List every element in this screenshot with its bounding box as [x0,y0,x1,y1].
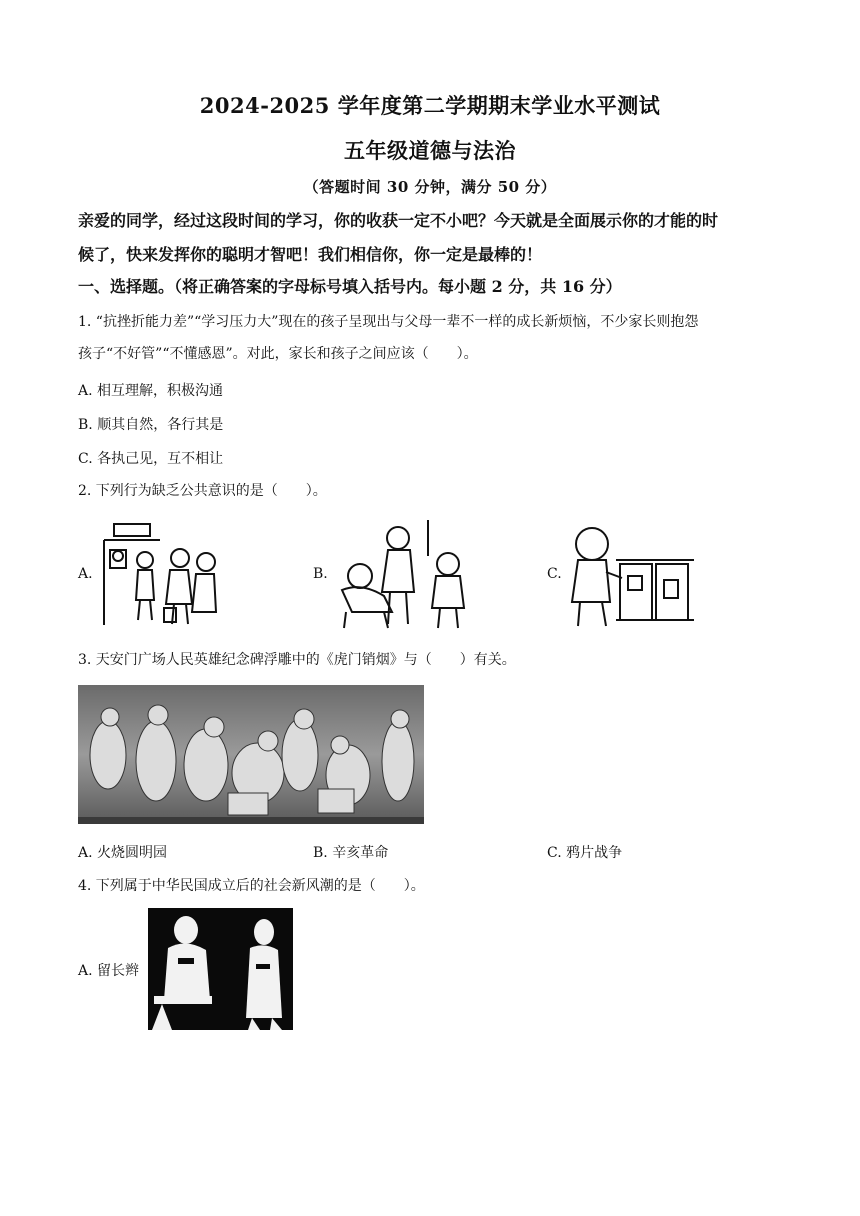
exam-subject: 五年级道德与法治 [344,138,516,163]
q2-option-a-label: A. [78,566,93,582]
q3-option-c: C. 鸦片战争 [547,845,623,861]
q1-option-b: B. 顺其自然，各行其是 [78,417,224,433]
intro-line-1: 亲爱的同学，经过这段时间的学习，你的收获一定不小吧？今天就是全面展示你的才能的时 [78,211,719,230]
intro-text [78,204,778,272]
intro-line-2: 候了，快来发挥你的聪明才智吧！我们相信你，你一定是最棒的！ [78,245,543,264]
question-1 [78,306,788,370]
q4-option-a: A. 留长辫 [78,963,140,979]
q1-option-a: A. 相互理解，积极沟通 [78,383,224,399]
q2-option-a-illustration [100,520,220,632]
old-photo-braids [148,908,293,1030]
question-2-stem: 2. 下列行为缺乏公共意识的是（ ）。 [78,483,327,499]
exam-title: 2024-2025 学年度第二学期期末学业水平测试 [199,93,661,118]
question-1-line-2: 孩子“不好管”“不懂感恩”。对此，家长和孩子之间应该（ ）。 [78,346,478,362]
q3-option-a: A. 火烧圆明园 [78,845,168,861]
question-3-stem: 3. 天安门广场人民英雄纪念碑浮雕中的《虎门销烟》与（ ）有关。 [78,652,516,668]
q2-option-c-illustration [566,520,700,632]
section-heading: 一、选择题。（将正确答案的字母标号填入括号内。每小题 2 分，共 16 分） [78,277,622,296]
q2-option-c-label: C. [547,566,562,582]
relief-sculpture-photo [78,685,424,824]
q2-option-b-label: B. [313,566,328,582]
q3-option-b: B. 辛亥革命 [313,845,389,861]
q1-option-c: C. 各执己见，互不相让 [78,451,224,467]
question-1-line-1: 1. “抗挫折能力差”“学习压力大”现在的孩子呈现出与父母一辈不一样的成长新烦恼，不少家长则抱怨 [78,314,699,330]
question-4-stem: 4. 下列属于中华民国成立后的社会新风潮的是（ ）。 [78,878,425,894]
q2-option-b-illustration [332,516,472,634]
exam-note: （答题时间 30 分钟，满分 50 分） [303,178,557,196]
